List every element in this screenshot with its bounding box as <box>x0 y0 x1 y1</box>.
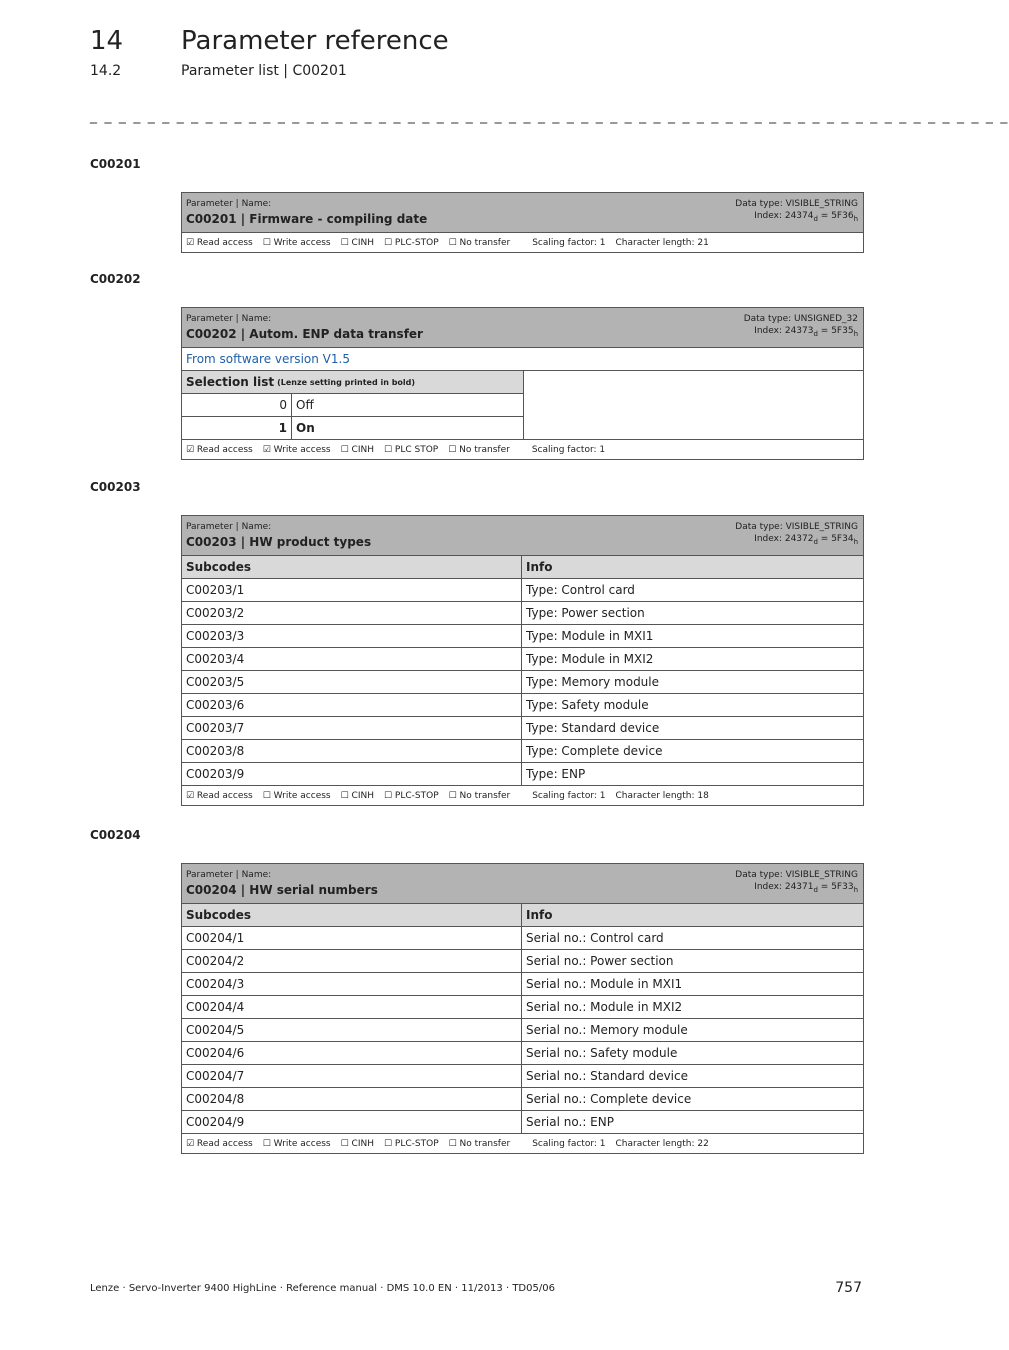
data-type: Data type: VISIBLE_STRING <box>735 522 858 532</box>
param-title: C00201 | Firmware - compiling date <box>186 212 428 226</box>
table-row: C00204/7 Serial no.: Standard device <box>182 1065 863 1088</box>
param-index: Index: $24372_d = 5F34_h$ <box>754 534 858 546</box>
section-label-c00203: C00203 <box>90 480 141 494</box>
page-number: 757 <box>835 1280 862 1296</box>
param-header <box>182 864 863 904</box>
table-row: C00204/1 Serial no.: Control card <box>182 927 863 950</box>
param-name-label: Parameter | Name: <box>186 522 272 532</box>
page-footer-text: Lenze · Servo-Inverter 9400 HighLine · Reference manual · DMS 10.0 EN · 11/2013 · TD05/06 <box>90 1283 555 1294</box>
table-row: C00204/6 Serial no.: Safety module <box>182 1042 863 1065</box>
table-header: Subcodes Info <box>182 556 863 579</box>
param-title: C00203 | HW product types <box>186 535 372 549</box>
table-row: C00203/5 Type: Memory module <box>182 671 863 694</box>
table-row: C00203/6 Type: Safety module <box>182 694 863 717</box>
section-label-c00201: C00201 <box>90 157 141 171</box>
param-box-c00203 <box>181 515 864 806</box>
param-title: C00204 | HW serial numbers <box>186 883 378 897</box>
selection-list <box>182 371 863 440</box>
param-box-c00204 <box>181 863 864 1154</box>
table-row: C00203/4 Type: Module in MXI2 <box>182 648 863 671</box>
param-index: Index: $24373_d = 5F35_h$ <box>754 326 858 338</box>
section-number: 14.2 <box>90 63 122 79</box>
data-type: Data type: VISIBLE_STRING <box>735 199 858 209</box>
param-index: Index: $24374_d = 5F36_h$ <box>754 211 858 223</box>
param-footer: ☑ Read access ☐ Write access ☐ CINH ☐ PLC-STOP ☐ No transfer Scaling factor: 1 Character length: 21 <box>186 237 709 248</box>
table-row: C00204/5 Serial no.: Memory module <box>182 1019 863 1042</box>
chapter-number: 14 <box>90 26 124 56</box>
table-row: C00204/2 Serial no.: Power section <box>182 950 863 973</box>
param-box-c00202 <box>181 307 864 460</box>
param-title: C00202 | Autom. ENP data transfer <box>186 327 423 341</box>
param-header <box>182 193 863 233</box>
table-row: C00203/9 Type: ENP <box>182 763 863 786</box>
section-title: Parameter list | C00201 <box>181 63 347 79</box>
selection-option-default: 1 On <box>182 417 523 439</box>
param-footer: ☑ Read access ☑ Write access ☐ CINH ☐ PLC STOP ☐ No transfer Scaling factor: 1 <box>186 444 606 455</box>
param-name-label: Parameter | Name: <box>186 199 272 209</box>
data-type: Data type: VISIBLE_STRING <box>735 870 858 880</box>
data-type: Data type: UNSIGNED_32 <box>743 314 858 324</box>
selection-list-header: Selection list (Lenze setting printed in bold) <box>182 371 523 394</box>
table-row: C00203/8 Type: Complete device <box>182 740 863 763</box>
table-row: C00203/2 Type: Power section <box>182 602 863 625</box>
table-row: C00204/3 Serial no.: Module in MXI1 <box>182 973 863 996</box>
table-row: C00203/7 Type: Standard device <box>182 717 863 740</box>
dashed-divider: _ _ _ _ _ _ _ _ _ _ _ _ _ _ _ _ _ _ _ _ _ _ _ _ _ _ _ _ _ _ _ _ _ _ _ _ _ _ _ _ _ _ _ _ _ _ _ _ _ _ _ _ _ _ _ _ _ _ _ _ _ _ _ _ <box>90 108 1009 124</box>
table-row: C00204/9 Serial no.: ENP <box>182 1111 863 1134</box>
param-header <box>182 516 863 556</box>
table-row: C00204/8 Serial no.: Complete device <box>182 1088 863 1111</box>
section-label-c00204: C00204 <box>90 828 141 842</box>
table-row: C00203/3 Type: Module in MXI1 <box>182 625 863 648</box>
param-box-c00201 <box>181 192 864 253</box>
table-header: Subcodes Info <box>182 904 863 927</box>
selection-option: 0 Off <box>182 394 523 417</box>
param-name-label: Parameter | Name: <box>186 870 272 880</box>
chapter-title: Parameter reference <box>181 26 449 56</box>
param-footer: ☑ Read access ☐ Write access ☐ CINH ☐ PLC-STOP ☐ No transfer Scaling factor: 1 Character length: 18 <box>186 790 709 801</box>
param-footer: ☑ Read access ☐ Write access ☐ CINH ☐ PLC-STOP ☐ No transfer Scaling factor: 1 Character length: 22 <box>186 1138 709 1149</box>
param-name-label: Parameter | Name: <box>186 314 272 324</box>
param-index: Index: $24371_d = 5F33_h$ <box>754 882 858 894</box>
section-label-c00202: C00202 <box>90 272 141 286</box>
software-version-note: From software version V1.5 <box>182 348 863 371</box>
table-row: C00203/1 Type: Control card <box>182 579 863 602</box>
table-row: C00204/4 Serial no.: Module in MXI2 <box>182 996 863 1019</box>
param-header <box>182 308 863 348</box>
